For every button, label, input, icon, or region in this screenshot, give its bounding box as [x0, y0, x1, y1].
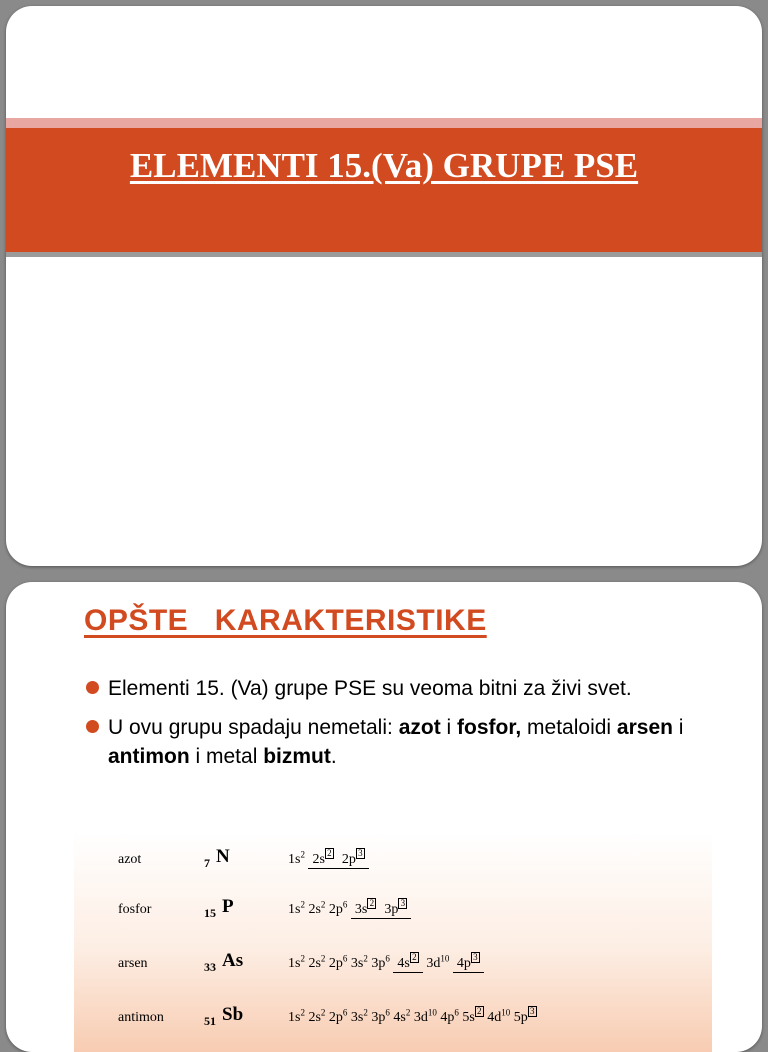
- electron-configuration: $1s^2$ $2s^2$ $2p^6$ $3s^2$ $3p^6$ $4s^2$ $3d^{10}$ $4p^6$ 5s 2 $4d^{10}$ 5p 3: [288, 1006, 537, 1026]
- bullet-dot-icon: [86, 720, 99, 733]
- element-symbol: [204, 950, 243, 975]
- element-row: [74, 846, 712, 876]
- electron-configuration: $1s^2$ 2s 2 2p 3: [288, 848, 369, 868]
- bullet-dot-icon: [86, 681, 99, 694]
- slide-title: ELEMENTI 15.(Va) GRUPE PSE: [129, 146, 639, 185]
- section-heading: OPŠTE KARAKTERISTIKE: [84, 604, 487, 637]
- element-name-bold: arsen: [616, 716, 673, 739]
- bullet-item: [84, 674, 744, 703]
- content-slide: [6, 582, 762, 1052]
- bullet-text: Elementi 15. (Va) grupe PSE su veoma bitni za živi svet.: [108, 677, 632, 700]
- element-symbol: [204, 1004, 243, 1029]
- bullet-text-part: i metal: [189, 745, 264, 768]
- symbol-text: N: [216, 846, 230, 867]
- symbol-text: P: [222, 896, 234, 917]
- element-symbol: [204, 896, 234, 921]
- bullet-list: [84, 674, 744, 781]
- element-name: azot: [118, 852, 142, 867]
- atomic-number: 33: [204, 959, 216, 974]
- atomic-number: 7: [204, 855, 210, 870]
- bullet-text-part: i: [440, 716, 458, 739]
- atomic-number: 15: [204, 905, 216, 920]
- title-stripe: [6, 118, 762, 128]
- electron-config-image: [74, 832, 712, 1052]
- symbol-text: Sb: [222, 1004, 244, 1025]
- element-name-bold: antimon: [108, 745, 190, 768]
- element-name: arsen: [118, 956, 148, 971]
- title-slide: [6, 6, 762, 566]
- element-name-bold: fosfor,: [457, 716, 522, 739]
- element-name: antimon: [118, 1010, 164, 1025]
- electron-configuration: $1s^2$ $2s^2$ $2p^6$ 3s 2 3p 3: [288, 898, 411, 918]
- bullet-text-part: metaloidi: [521, 716, 617, 739]
- bullet-text-part: i: [672, 716, 684, 739]
- element-row: [74, 1004, 712, 1034]
- bullet-text-part: .: [330, 745, 337, 768]
- element-name-bold: bizmut: [263, 745, 331, 768]
- bullet-text-part: U ovu grupu spadaju nemetali:: [108, 716, 399, 739]
- element-row: [74, 950, 712, 980]
- element-symbol: [204, 846, 230, 871]
- element-name: fosfor: [118, 902, 152, 917]
- atomic-number: 51: [204, 1013, 216, 1028]
- element-name-bold: azot: [398, 716, 441, 739]
- symbol-text: As: [222, 950, 244, 971]
- electron-configuration: $1s^2$ $2s^2$ $2p^6$ $3s^2$ $3p^6$ 4s 2 $3d^{10}$ 4p 3: [288, 952, 484, 972]
- element-row: [74, 896, 712, 926]
- bullet-item: [84, 713, 744, 771]
